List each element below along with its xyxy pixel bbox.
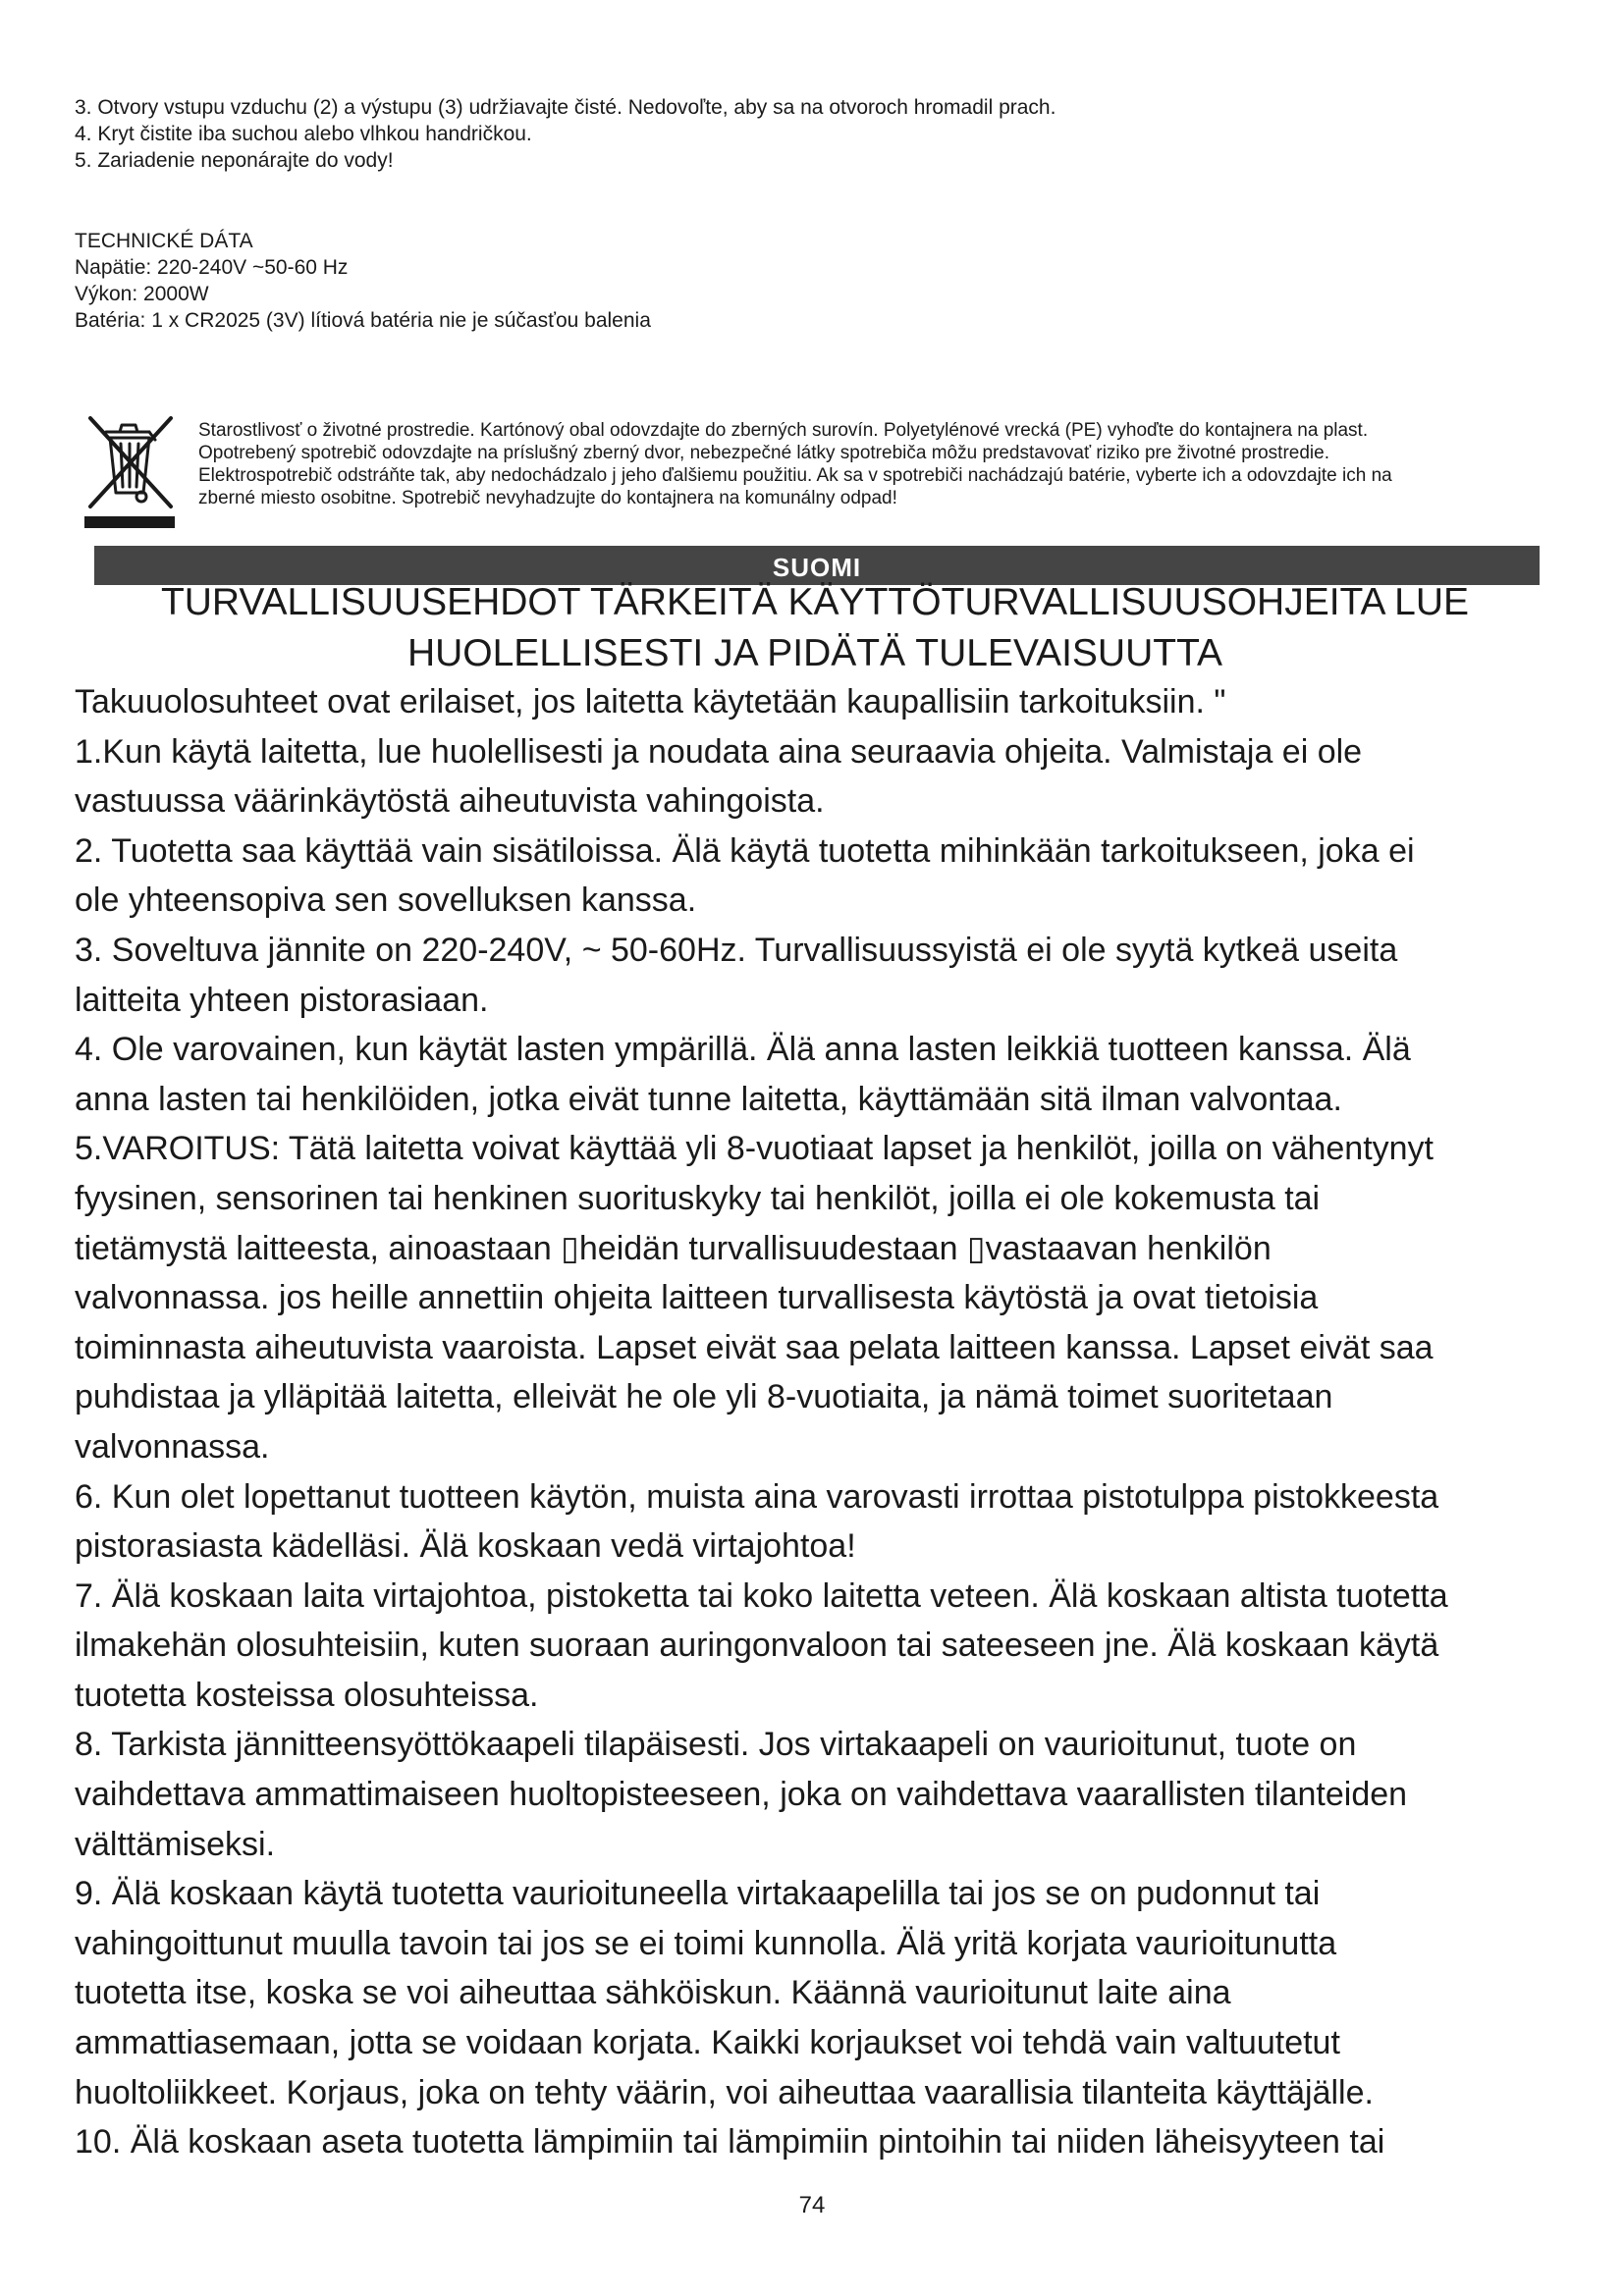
text-line: 2. Tuotetta saa käyttää vain sisätiloissa. Älä käytä tuotetta mihinkään tarkoitukseen, joka ei: [75, 831, 1415, 870]
text-line: anna lasten tai henkilöiden, jotka eivät tunne laitetta, käyttämään sitä ilman valvontaa.: [75, 1080, 1342, 1118]
tech-line: Napätie: 220-240V ~50-60 Hz: [75, 256, 349, 279]
environment-line: zberné miesto osobitne. Spotrebič nevyhadzujte do kontajnera na komunálny odpad!: [198, 488, 897, 508]
environment-line: Opotrebený spotrebič odovzdajte na príslušný zberný dvor, nebezpečné látky spotrebiča môžu predstavovať riziko pre životné prostredie.: [198, 443, 1329, 463]
list-item: 5. Zariadenie neponárajte do vody!: [75, 149, 394, 172]
crossed-out-wheelie-bin-icon: [81, 410, 179, 532]
text-line: vahingoittunut muulla tavoin tai jos se ei toimi kunnolla. Älä yritä korjata vaurioitunutta: [75, 1924, 1337, 1962]
text-line: välttämiseksi.: [75, 1825, 276, 1863]
list-item: 4. Kryt čistite iba suchou alebo vlhkou handričkou.: [75, 123, 532, 145]
text-line: tuotetta kosteissa olosuhteissa.: [75, 1676, 539, 1714]
text-line: valvonnassa.: [75, 1427, 270, 1466]
text-line: 10. Älä koskaan aseta tuotetta lämpimiin tai lämpimiin pintoihin tai niiden läheisyyteen tai: [75, 2123, 1385, 2162]
text-line: 9. Älä koskaan käytä tuotetta vaurioituneella virtakaapelilla tai jos se on pudonnut tai: [75, 1875, 1321, 1913]
tech-heading: TECHNICKÉ DÁTA: [75, 230, 253, 252]
text-line: valvonnassa. jos heille annettiin ohjeita laitteen turvallisesta käytöstä ja ovat tietoisia: [75, 1279, 1319, 1317]
section-label: SUOMI: [772, 553, 862, 582]
text-line: ammattiasemaan, jotta se voidaan korjata. Kaikki korjaukset voi tehdä vain valtuutetut: [75, 2024, 1340, 2062]
text-line: 4. Ole varovainen, kun käytät lasten ympärillä. Älä anna lasten leikkiä tuotteen kanssa. Älä: [75, 1031, 1411, 1069]
page-title: [88, 577, 1542, 679]
title-line: HUOLELLISESTI JA PIDÄTÄ TULEVAISUUTTA: [406, 632, 1223, 674]
environment-line: Starostlivosť o životné prostredie. Kartónový obal odovzdajte do zberných surovín. Polyetylénové vrecká (PE) vyhoďte do kontajnera na plast.: [198, 420, 1369, 441]
text-line: ilmakehän olosuhteisiin, kuten suoraan auringonvaloon tai sateeseen jne. Älä koskaan käytä: [75, 1627, 1439, 1665]
environment-line: Elektrospotrebič odstráňte tak, aby nedochádzalo j jeho ďalšiemu použitiu. Ak sa v spotrebiči nachádzajú batérie, vyberte ich a odovzdajte ich na: [198, 465, 1392, 486]
page-number: 74: [798, 2192, 826, 2218]
text-line: 6. Kun olet lopettanut tuotteen käytön, muista aina varovasti irrottaa pistotulppa pistokkeesta: [75, 1477, 1439, 1516]
text-line: huoltoliikkeet. Korjaus, joka on tehty väärin, voi aiheuttaa vaarallisia tilanteita käyttäjälle.: [75, 2073, 1374, 2111]
text-line: vaihdettava ammattimaiseen huoltopisteeseen, joka on vaihdettava vaarallisten tilanteiden: [75, 1776, 1408, 1814]
technical-data: [75, 228, 1547, 334]
text-line: pistorasiasta kädelläsi. Älä koskaan vedä virtajohtoa!: [75, 1527, 856, 1566]
text-line: puhdistaa ja ylläpitää laitetta, elleivät he ole yli 8-vuotiaita, ja nämä toimet suoritetaan: [75, 1378, 1333, 1416]
list-item: 3. Otvory vstupu vzduchu (2) a výstupu (3) udržiavajte čisté. Nedovoľte, aby sa na otvoroch hromadil prach.: [75, 96, 1056, 119]
text-line: tuotetta itse, koska se voi aiheuttaa sähköiskun. Käännä vaurioitunut laite aina: [75, 1974, 1231, 2012]
finnish-safety-instructions: [75, 677, 1567, 2167]
text-line: fyysinen, sensorinen tai henkinen suorituskyky tai henkilöt, joilla ei ole kokemusta tai: [75, 1179, 1321, 1217]
text-line: 7. Älä koskaan laita virtajohtoa, pistoketta tai koko laitetta veteen. Älä koskaan altista tuotetta: [75, 1576, 1448, 1615]
text-line: toiminnasta aiheutuvista vaaroista. Lapset eivät saa pelata laitteen kanssa. Lapset eivät saa: [75, 1328, 1434, 1366]
text-line: 5.VAROITUS: Tätä laitetta voivat käyttää yli 8-vuotiaat lapset ja henkilöt, joilla on vähentynyt: [75, 1130, 1435, 1168]
text-line: vastuussa väärinkäytöstä aiheutuvista vahingoista.: [75, 782, 825, 821]
text-line: 1.Kun käytä laitetta, lue huolellisesti ja noudata aina seuraavia ohjeita. Valmistaja ei ole: [75, 732, 1363, 771]
environment-notice: [198, 419, 1553, 509]
text-line: Takuuolosuhteet ovat erilaiset, jos laitetta käytetään kaupallisiin tarkoituksiin. ": [75, 683, 1226, 721]
title-line: TURVALLISUUSEHDOT TÄRKEITÄ KÄYTTÖTURVALLISUUSOHJEITA LUE: [160, 581, 1470, 623]
tech-line: Batéria: 1 x CR2025 (3V) lítiová batéria nie je súčasťou balenia: [75, 309, 651, 332]
text-line: ole yhteensopiva sen sovelluksen kanssa.: [75, 881, 697, 920]
text-line: tietämystä laitteesta, ainoastaan ▯heidän turvallisuudestaan ▯vastaavan henkilön: [75, 1229, 1272, 1267]
slovak-care-list: [75, 94, 1547, 174]
text-line: 8. Tarkista jännitteensyöttökaapeli tilapäisesti. Jos virtakaapeli on vaurioitunut, tuote on: [75, 1726, 1357, 1764]
text-line: 3. Soveltuva jännite on 220-240V, ~ 50-60Hz. Turvallisuussyistä ei ole syytä kytkeä useita: [75, 931, 1398, 969]
tech-line: Výkon: 2000W: [75, 283, 209, 305]
text-line: laitteita yhteen pistorasiaan.: [75, 981, 489, 1019]
